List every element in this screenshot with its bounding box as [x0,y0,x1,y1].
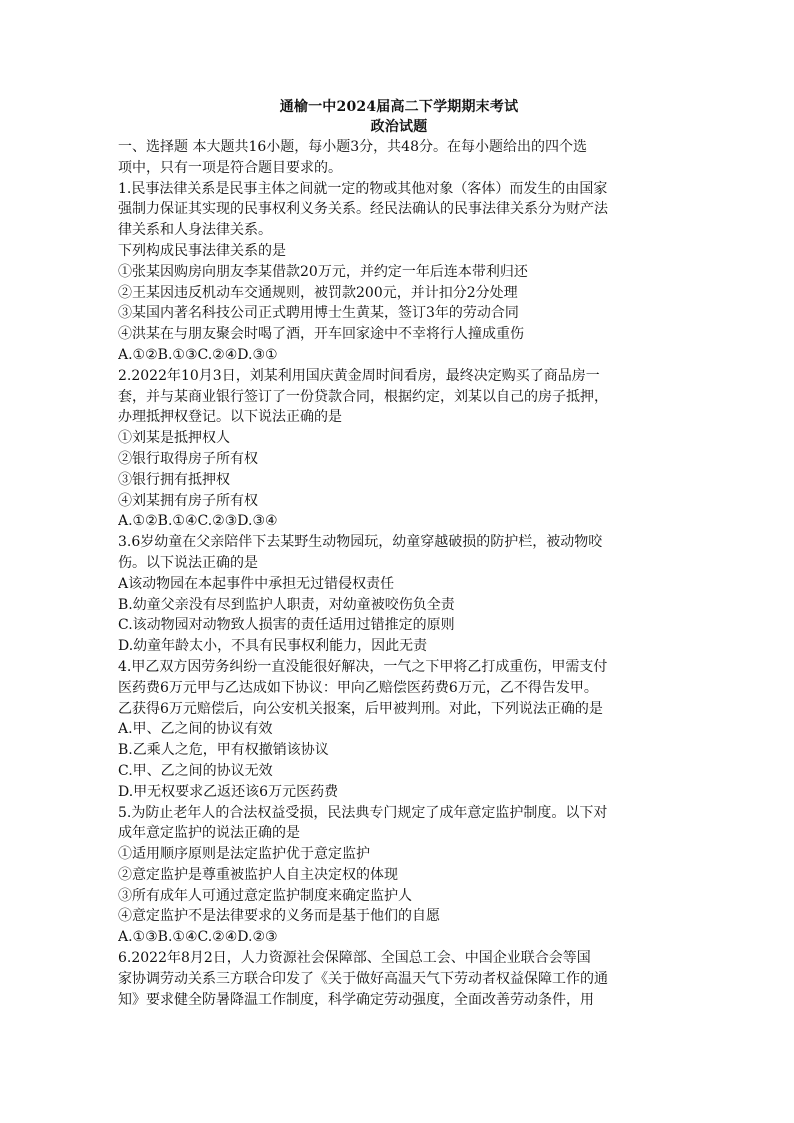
text-line: A.甲、乙之间的协议有效 [118,721,273,738]
text-line: 下列构成民事法律关系的是 [118,242,286,259]
text-line: 成年意定监护的说法正确的是 [118,825,300,842]
text-line: 乙获得6万元赔偿后，向公安机关报案，后甲被判刑。对此，下列说法正确的是 [118,700,603,717]
text-line: 家协调劳动关系三方联合印发了《关于做好高温天气下劳动者权益保障工作的通 [118,970,608,987]
text-line: D.甲无权要求乙返还该6万元医药费 [118,783,339,800]
text-line: 6.2022年8月2日，人力资源社会保障部、全国总工会、中国企业联合会等国 [118,950,591,967]
text-line: ②银行取得房子所有权 [118,450,258,467]
text-line: ③银行拥有抵押权 [118,471,230,488]
text-line: ①张某因购房向朋友李某借款20万元，并约定一年后连本带利归还 [118,263,528,280]
text-line: 办理抵押权登记。以下说法正确的是 [118,409,342,426]
text-line: 医药费6万元甲与乙达成如下协议：甲向乙赔偿医药费6万元，乙不得告发甲。 [118,679,598,696]
exam-subtitle: 政治试题 [370,119,428,135]
text-line: 5.为防止老年人的合法权益受损，民法典专门规定了成年意定监护制度。以下对 [118,804,608,821]
text-line: 强制力保证其实现的民事权利义务关系。经民法确认的民事法律关系分为财产法 [118,201,608,218]
text-line: A.①②B.①④C.②③D.③④ [118,513,278,530]
text-line: A.①③B.①④C.②④D.②③ [118,929,278,946]
text-line: ③某国内著名科技公司正式聘用博士生黄某，签订3年的劳动合同 [118,305,519,322]
text-line: A.①②B.①③C.②④D.③① [118,346,278,363]
text-line: ③所有成年人可通过意定监护制度来确定监护人 [118,887,412,904]
text-line: C.甲、乙之间的协议无效 [118,762,273,779]
text-line: ④洪某在与朋友聚会时喝了酒，开车回家途中不幸将行人撞成重伤 [118,326,524,343]
text-line: C.该动物园对动物致人损害的责任适用过错推定的原则 [118,617,455,634]
text-line: ④意定监护不是法律要求的义务而是基于他们的自愿 [118,908,440,925]
exam-page [118,95,680,1010]
text-line: 伤。以下说法正确的是 [118,554,258,571]
exam-body [118,137,680,1010]
text-line: ②意定监护是尊重被监护人自主决定权的体现 [118,866,398,883]
text-line: A该动物园在本起事件中承担无过错侵权责任 [118,575,395,592]
text-line: 2.2022年10月3日，刘某利用国庆黄金周时间看房，最终决定购买了商品房一 [118,367,600,384]
text-line: 套，并与某商业银行签订了一份贷款合同，根据约定，刘某以自己的房子抵押， [118,388,608,405]
text-line: 项中，只有一项是符合题目要求的。 [118,159,342,176]
text-line: 知》要求健全防暑降温工作制度，科学确定劳动强度，全面改善劳动条件，用 [118,991,594,1008]
text-line: ①适用顺序原则是法定监护优于意定监护 [118,846,370,863]
text-line: 律关系和人身法律关系。 [118,222,272,239]
text-line: ②王某因违反机动车交通规则，被罚款200元，并计扣分2分处理 [118,284,518,301]
text-line: B.乙乘人之危，甲有权撤销该协议 [118,742,329,759]
text-line: ①刘某是抵押权人 [118,430,230,447]
text-line: 3.6岁幼童在父亲陪伴下去某野生动物园玩，幼童穿越破损的防护栏，被动物咬 [118,534,603,551]
text-line: D.幼童年龄太小，不具有民事权利能力，因此无责 [118,638,428,655]
text-line: 4.甲乙双方因劳务纠纷一直没能很好解决，一气之下甲将乙打成重伤，甲需支付 [118,658,608,675]
text-line: 一、选择题 本大题共16小题，每小题3分，共48分。在每小题给出的四个选 [118,139,587,155]
text-line: ④刘某拥有房子所有权 [118,492,258,509]
text-line: 1.民事法律关系是民事主体之间就一定的物或其他对象（客体）而发生的由国家 [118,180,608,197]
text-line: B.幼童父亲没有尽到监护人职责，对幼童被咬伤负全责 [118,596,455,613]
exam-title: 通榆一中2024届高二下学期期末考试 [279,99,519,115]
